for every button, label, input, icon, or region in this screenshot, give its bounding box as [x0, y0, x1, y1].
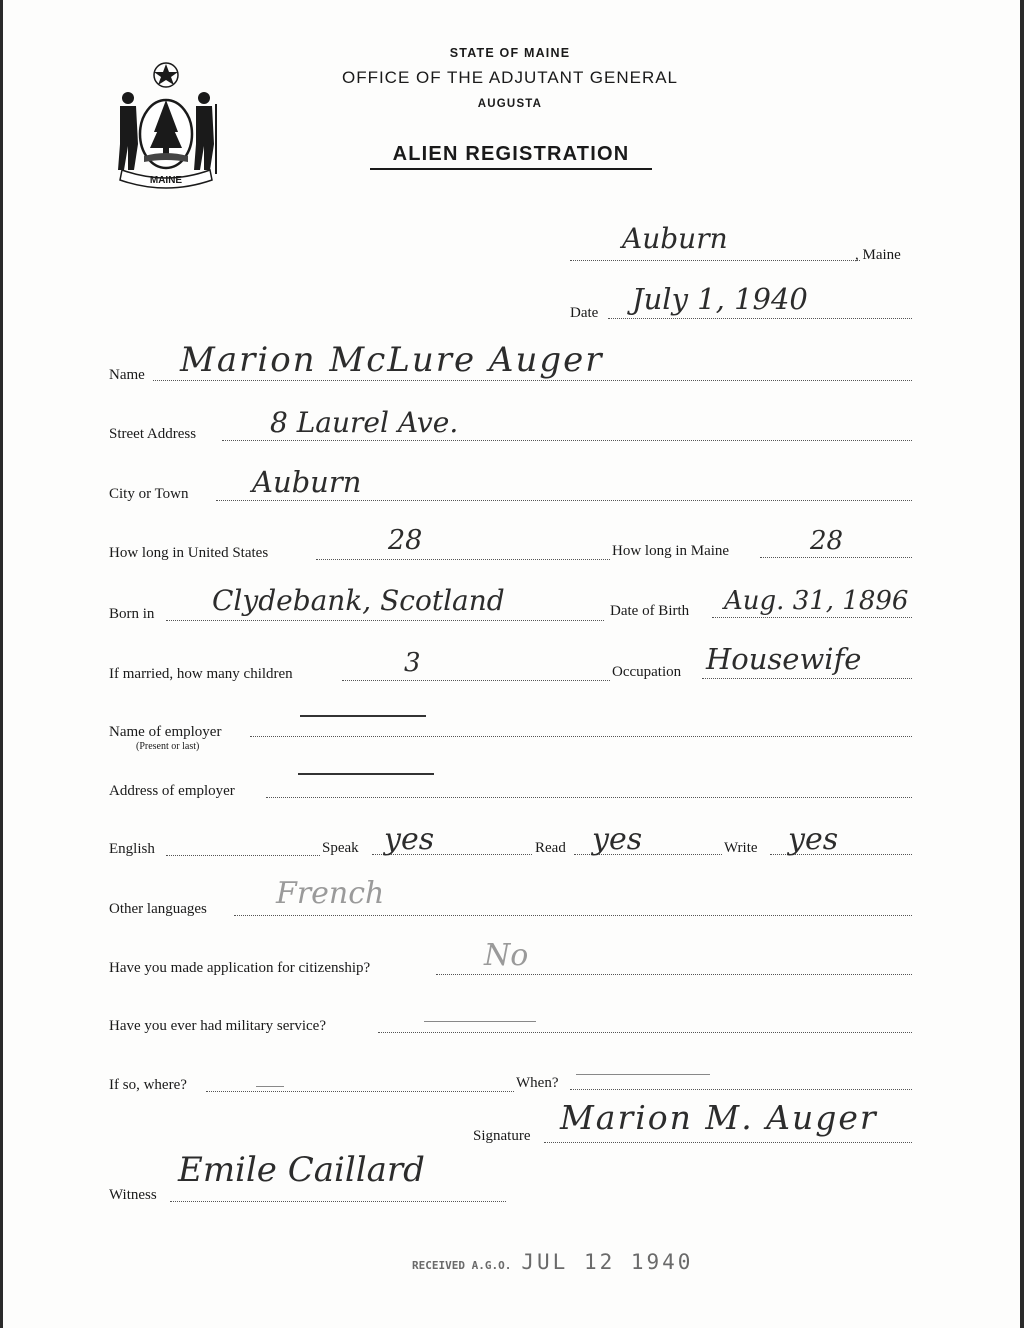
when-label: When?	[516, 1075, 559, 1091]
state-heading: STATE OF MAINE	[449, 46, 571, 60]
english-line	[166, 855, 320, 856]
signature-entry: Marion M. Auger	[560, 1098, 878, 1137]
street-line	[222, 440, 912, 441]
witness-entry: Emile Caillard	[178, 1150, 425, 1190]
received-stamp-label: RECEIVED A.G.O.	[412, 1259, 512, 1272]
date-label: Date	[570, 305, 599, 321]
where-label: If so, where?	[109, 1077, 187, 1093]
city-line	[216, 500, 912, 501]
other-languages-line	[234, 915, 912, 916]
dob-label: Date of Birth	[610, 603, 690, 619]
city-entry: Auburn	[252, 465, 362, 499]
years-maine-entry: 28	[810, 526, 844, 556]
scan-edge-right	[1020, 0, 1024, 1328]
name-label: Name	[109, 367, 145, 383]
born-entry: Clydebank, Scotland	[212, 584, 505, 617]
place-entry: Auburn	[622, 222, 728, 255]
street-entry: 8 Laurel Ave.	[270, 406, 459, 439]
employer-label: Name of employer	[109, 724, 222, 740]
other-languages-label: Other languages	[109, 901, 207, 917]
where-dash	[256, 1086, 284, 1087]
form-title: ALIEN REGISTRATION	[370, 143, 652, 170]
dob-line	[712, 617, 912, 618]
name-line	[153, 380, 912, 381]
years-maine-label: How long in Maine	[612, 543, 730, 559]
office-heading: OFFICE OF THE ADJUTANT GENERAL	[341, 68, 679, 87]
military-label: Have you ever had military service?	[109, 1018, 326, 1034]
occupation-line	[702, 678, 912, 679]
occupation-entry: Housewife	[706, 642, 862, 676]
witness-line	[170, 1201, 506, 1202]
years-us-entry: 28	[388, 525, 423, 556]
years-us-line	[316, 559, 610, 560]
born-line	[166, 620, 604, 621]
write-label: Write	[724, 840, 758, 856]
signature-label: Signature	[473, 1128, 531, 1144]
citizenship-entry: No	[484, 938, 529, 973]
employer-address-line	[266, 797, 912, 798]
date-entry: July 1, 1940	[632, 282, 808, 316]
city-heading: AUGUSTA	[477, 98, 543, 110]
date-line	[608, 318, 912, 319]
street-label: Street Address	[109, 426, 197, 442]
when-dash	[576, 1074, 710, 1075]
occupation-label: Occupation	[612, 664, 682, 680]
place-suffix: , Maine	[855, 247, 901, 263]
employer-dash	[300, 715, 426, 717]
read-label: Read	[535, 840, 566, 856]
city-label: City or Town	[109, 486, 189, 502]
citizenship-label: Have you made application for citizenship?	[109, 960, 371, 976]
state-seal-icon	[108, 58, 224, 190]
years-us-label: How long in United States	[109, 545, 269, 561]
employer-address-label: Address of employer	[109, 783, 235, 799]
received-stamp-date: JUL 12 1940	[521, 1250, 694, 1274]
citizenship-line	[436, 974, 912, 975]
place-line	[570, 260, 860, 261]
scan-edge-left	[0, 0, 3, 1328]
read-entry: yes	[592, 822, 643, 857]
born-label: Born in	[109, 606, 155, 622]
children-label: If married, how many children	[109, 666, 293, 682]
received-stamp	[412, 1250, 693, 1274]
children-entry: 3	[404, 648, 421, 678]
english-label: English	[109, 841, 155, 857]
witness-label: Witness	[109, 1187, 157, 1203]
employer-sublabel: (Present or last)	[136, 741, 200, 752]
military-line	[378, 1032, 912, 1033]
employer-line	[250, 736, 912, 737]
other-languages-entry: French	[276, 876, 385, 911]
employer-address-dash	[298, 773, 434, 775]
when-line	[570, 1089, 912, 1090]
svg-text:MAINE: MAINE	[149, 175, 183, 186]
military-dash	[424, 1021, 536, 1022]
name-entry: Marion McLure Auger	[180, 340, 604, 380]
write-entry: yes	[788, 822, 839, 857]
speak-entry: yes	[384, 822, 435, 857]
signature-line	[544, 1142, 912, 1143]
speak-label: Speak	[322, 840, 359, 856]
where-line	[206, 1091, 514, 1092]
years-maine-line	[760, 557, 912, 558]
children-line	[342, 680, 610, 681]
dob-entry: Aug. 31, 1896	[724, 586, 909, 616]
